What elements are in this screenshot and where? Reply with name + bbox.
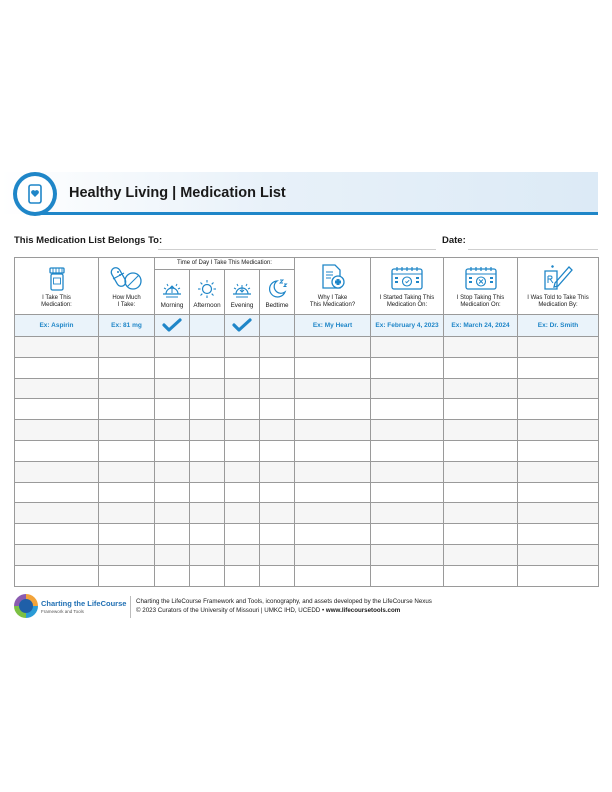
- checkmark-icon: [232, 318, 252, 332]
- example-bedtime[interactable]: [260, 315, 295, 337]
- table-cell[interactable]: [371, 461, 444, 482]
- example-medication: Ex: Aspirin: [15, 315, 99, 337]
- table-cell[interactable]: [155, 565, 190, 586]
- table-cell[interactable]: [295, 357, 371, 378]
- example-prescriber: Ex: Dr. Smith: [518, 315, 599, 337]
- footer-link[interactable]: www.lifecoursetools.com: [325, 607, 401, 614]
- column-stop-date: I Stop Taking This Medication On:: [444, 258, 518, 315]
- belongs-to-field[interactable]: [158, 249, 436, 250]
- table-cell[interactable]: [444, 482, 518, 503]
- table-cell[interactable]: [155, 420, 190, 441]
- table-row: [15, 524, 599, 545]
- table-cell[interactable]: [260, 337, 295, 358]
- table-cell[interactable]: [444, 420, 518, 441]
- column-medication: I Take This Medication:: [15, 258, 99, 315]
- table-cell[interactable]: [371, 399, 444, 420]
- table-cell[interactable]: [190, 440, 225, 461]
- column-amount: How Much I Take:: [99, 258, 155, 315]
- table-cell[interactable]: [15, 420, 99, 441]
- table-cell[interactable]: [155, 357, 190, 378]
- table-cell[interactable]: [225, 378, 260, 399]
- table-cell[interactable]: [155, 399, 190, 420]
- table-cell[interactable]: [260, 357, 295, 378]
- table-cell[interactable]: [260, 420, 295, 441]
- table-cell[interactable]: [190, 503, 225, 524]
- table-cell[interactable]: [225, 461, 260, 482]
- table-cell[interactable]: [295, 378, 371, 399]
- table-cell[interactable]: [260, 565, 295, 586]
- column-start-date: I Started Taking This Medication On:: [371, 258, 444, 315]
- example-stop: Ex: March 24, 2024: [444, 315, 518, 337]
- table-cell[interactable]: [518, 565, 599, 586]
- table-cell[interactable]: [444, 503, 518, 524]
- table-cell[interactable]: [444, 378, 518, 399]
- table-cell[interactable]: [99, 482, 155, 503]
- table-row: [15, 378, 599, 399]
- table-cell[interactable]: [444, 461, 518, 482]
- table-cell[interactable]: [371, 378, 444, 399]
- table-cell[interactable]: [99, 461, 155, 482]
- table-cell[interactable]: [155, 378, 190, 399]
- table-cell[interactable]: [518, 378, 599, 399]
- table-cell[interactable]: [155, 524, 190, 545]
- example-start: Ex: February 4, 2023: [371, 315, 444, 337]
- time-of-day-header: Time of Day I Take This Medication:: [155, 258, 295, 270]
- table-cell[interactable]: [295, 440, 371, 461]
- table-cell[interactable]: [190, 357, 225, 378]
- table-cell[interactable]: [190, 524, 225, 545]
- table-cell[interactable]: [518, 544, 599, 565]
- table-row: [15, 482, 599, 503]
- table-cell[interactable]: [155, 440, 190, 461]
- table-cell[interactable]: [15, 524, 99, 545]
- table-cell[interactable]: [15, 399, 99, 420]
- table-cell[interactable]: [190, 399, 225, 420]
- table-cell[interactable]: [155, 482, 190, 503]
- table-cell[interactable]: [190, 461, 225, 482]
- table-cell[interactable]: [295, 461, 371, 482]
- table-cell[interactable]: [190, 420, 225, 441]
- table-cell[interactable]: [155, 337, 190, 358]
- table-row: [15, 503, 599, 524]
- example-afternoon[interactable]: [190, 315, 225, 337]
- table-cell[interactable]: [225, 399, 260, 420]
- column-morning: Morning: [155, 270, 190, 315]
- header-logo: [13, 172, 57, 216]
- table-cell[interactable]: [225, 357, 260, 378]
- table-cell[interactable]: [225, 440, 260, 461]
- moon-sleep-icon: [266, 277, 288, 299]
- sun-icon: [197, 279, 217, 299]
- table-cell[interactable]: [190, 378, 225, 399]
- table-cell[interactable]: [444, 524, 518, 545]
- table-cell[interactable]: [155, 461, 190, 482]
- sunrise-icon: [162, 281, 182, 299]
- checkmark-icon: [162, 318, 182, 332]
- table-cell[interactable]: [260, 399, 295, 420]
- table-cell[interactable]: [15, 378, 99, 399]
- table-cell[interactable]: [225, 420, 260, 441]
- example-morning[interactable]: [155, 315, 190, 337]
- table-row: [15, 357, 599, 378]
- table-cell[interactable]: [99, 337, 155, 358]
- table-cell[interactable]: [99, 565, 155, 586]
- table-cell[interactable]: [99, 399, 155, 420]
- table-cell[interactable]: [190, 565, 225, 586]
- column-reason: Why I Take This Medication?: [295, 258, 371, 315]
- pill-bottle-icon: [48, 267, 66, 291]
- table-cell[interactable]: [260, 524, 295, 545]
- table-cell[interactable]: [518, 503, 599, 524]
- footer: [14, 594, 598, 620]
- table-cell[interactable]: [295, 482, 371, 503]
- example-reason: Ex: My Heart: [295, 315, 371, 337]
- table-cell[interactable]: [295, 399, 371, 420]
- table-cell[interactable]: [99, 440, 155, 461]
- table-cell[interactable]: [518, 440, 599, 461]
- table-cell[interactable]: [371, 524, 444, 545]
- sunset-icon: [232, 281, 252, 299]
- table-cell[interactable]: [295, 524, 371, 545]
- table-cell[interactable]: [260, 461, 295, 482]
- calendar-start-icon: [390, 265, 424, 291]
- table-cell[interactable]: [444, 399, 518, 420]
- table-cell[interactable]: [260, 544, 295, 565]
- column-bedtime: Bedtime: [260, 270, 295, 315]
- table-row: [15, 399, 599, 420]
- table-cell[interactable]: [15, 503, 99, 524]
- header-rule: [40, 212, 598, 215]
- table-cell[interactable]: [190, 482, 225, 503]
- table-cell[interactable]: [518, 482, 599, 503]
- footer-divider: [130, 596, 131, 618]
- medical-document-icon: [320, 263, 346, 291]
- table-cell[interactable]: [225, 565, 260, 586]
- prescription-pen-icon: [541, 263, 575, 291]
- medication-table: [14, 257, 599, 587]
- table-cell[interactable]: [260, 378, 295, 399]
- table-cell[interactable]: [295, 503, 371, 524]
- table-row: [15, 461, 599, 482]
- heart-device-icon: [24, 183, 46, 205]
- table-cell[interactable]: [371, 503, 444, 524]
- table-cell[interactable]: [295, 420, 371, 441]
- table-cell[interactable]: [190, 544, 225, 565]
- table-cell[interactable]: [190, 337, 225, 358]
- table-cell[interactable]: [444, 357, 518, 378]
- table-cell[interactable]: [99, 378, 155, 399]
- table-cell[interactable]: [15, 544, 99, 565]
- calendar-stop-icon: [464, 265, 498, 291]
- belongs-to-label: This Medication List Belongs To:: [14, 235, 163, 246]
- table-cell[interactable]: [444, 440, 518, 461]
- example-evening[interactable]: [225, 315, 260, 337]
- table-cell[interactable]: [260, 503, 295, 524]
- example-amount: Ex: 81 mg: [99, 315, 155, 337]
- table-cell[interactable]: [371, 337, 444, 358]
- table-cell[interactable]: [518, 337, 599, 358]
- table-cell[interactable]: [518, 399, 599, 420]
- date-label: Date:: [442, 235, 466, 246]
- table-row: [15, 440, 599, 461]
- date-field[interactable]: [468, 249, 598, 250]
- table-cell[interactable]: [371, 544, 444, 565]
- table-row: [15, 544, 599, 565]
- footer-brand-sub: Framework and Tools: [41, 609, 84, 614]
- column-prescriber: I Was Told to Take This Medication By:: [518, 258, 599, 315]
- pills-icon: [110, 265, 144, 291]
- table-cell[interactable]: [225, 544, 260, 565]
- table-cell[interactable]: [371, 440, 444, 461]
- table-cell[interactable]: [371, 482, 444, 503]
- page-title: Healthy Living | Medication List: [69, 185, 286, 201]
- table-cell[interactable]: [15, 440, 99, 461]
- table-row: [15, 565, 599, 586]
- table-cell[interactable]: [260, 482, 295, 503]
- table-cell[interactable]: [155, 503, 190, 524]
- table-cell[interactable]: [371, 565, 444, 586]
- table-cell[interactable]: [444, 337, 518, 358]
- table-cell[interactable]: [155, 544, 190, 565]
- table-cell[interactable]: [518, 524, 599, 545]
- table-cell[interactable]: [99, 503, 155, 524]
- footer-copyright: © 2023 Curators of the University of Missouri | UMKC IHD, UCEDD • www.lifecoursetools.com: [136, 607, 401, 614]
- table-cell[interactable]: [225, 503, 260, 524]
- table-cell[interactable]: [295, 544, 371, 565]
- table-cell[interactable]: [99, 524, 155, 545]
- table-cell[interactable]: [99, 544, 155, 565]
- column-evening: Evening: [225, 270, 260, 315]
- table-cell[interactable]: [15, 482, 99, 503]
- table-cell[interactable]: [15, 337, 99, 358]
- table-cell[interactable]: [518, 420, 599, 441]
- table-cell[interactable]: [99, 420, 155, 441]
- table-cell[interactable]: [15, 461, 99, 482]
- table-row: [15, 420, 599, 441]
- table-cell[interactable]: [371, 420, 444, 441]
- example-row: [15, 315, 599, 337]
- table-cell[interactable]: [444, 544, 518, 565]
- column-afternoon: Afternoon: [190, 270, 225, 315]
- lifecourse-logo-icon: [14, 594, 38, 618]
- table-cell[interactable]: [15, 565, 99, 586]
- table-cell[interactable]: [225, 482, 260, 503]
- footer-credits: Charting the LifeCourse Framework and Tools, iconography, and assets developed by the LifeCourse Nexus: [136, 598, 432, 605]
- table-cell[interactable]: [371, 357, 444, 378]
- table-cell[interactable]: [15, 357, 99, 378]
- table-cell[interactable]: [225, 524, 260, 545]
- table-cell[interactable]: [295, 565, 371, 586]
- footer-brand: Charting the LifeCourse: [41, 599, 127, 608]
- table-row: [15, 337, 599, 358]
- table-cell[interactable]: [295, 337, 371, 358]
- table-cell[interactable]: [225, 337, 260, 358]
- table-cell[interactable]: [518, 461, 599, 482]
- table-cell[interactable]: [444, 565, 518, 586]
- table-cell[interactable]: [518, 357, 599, 378]
- table-cell[interactable]: [260, 440, 295, 461]
- table-cell[interactable]: [99, 357, 155, 378]
